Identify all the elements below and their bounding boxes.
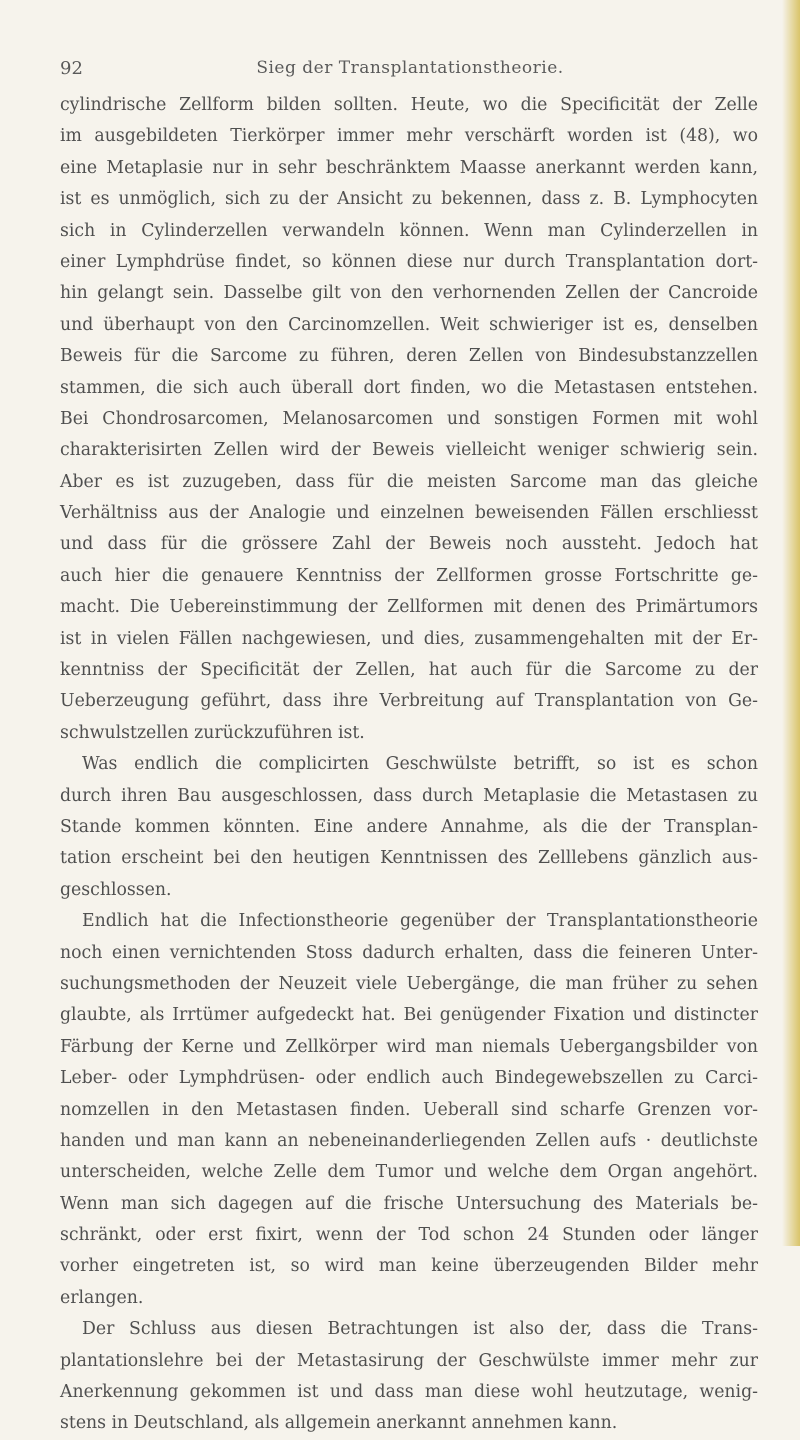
text-line: schränkt, oder erst fixirt, wenn der Tod schon 24 Stunden oder länger xyxy=(60,1225,758,1246)
text-line: ist in vielen Fällen nachgewiesen, und dies, zusammengehalten mit der Er- xyxy=(60,628,758,649)
text-line: Ueberzeugung geführt, dass ihre Verbreitung auf Transplantation von Ge- xyxy=(60,691,758,712)
text-line: und überhaupt von den Carcinomzellen. Weit schwieriger ist es, denselben xyxy=(60,314,758,335)
page-edge-discoloration xyxy=(782,0,800,1246)
text-line: Endlich hat die Infectionstheorie gegenüber der Transplantationstheorie xyxy=(82,911,758,932)
page-number: 92 xyxy=(60,58,83,79)
text-line: geschlossen. xyxy=(60,879,172,900)
text-line: auch hier die genauere Kenntniss der Zellformen grosse Fortschritte ge- xyxy=(60,565,758,586)
text-line: charakterisirten Zellen wird der Beweis vielleicht weniger schwierig sein. xyxy=(60,440,758,461)
text-line: vorher eingetreten ist, so wird man keine überzeugenden Bilder mehr xyxy=(60,1256,758,1277)
body-text xyxy=(60,90,758,1440)
text-line: plantationslehre bei der Metastasirung der Geschwülste immer mehr zur xyxy=(60,1350,758,1371)
text-line: stammen, die sich auch überall dort finden, wo die Metastasen entstehen. xyxy=(60,377,758,398)
text-line: im ausgebildeten Tierkörper immer mehr verschärft worden ist (48), wo xyxy=(60,126,758,147)
text-line: glaubte, als Irrtümer aufgedeckt hat. Bei genügender Fixation und distincter xyxy=(60,1005,758,1026)
text-line: noch einen vernichtenden Stoss dadurch erhalten, dass die feineren Unter- xyxy=(60,942,758,963)
text-line: unterscheiden, welche Zelle dem Tumor und welche dem Organ angehört. xyxy=(60,1162,758,1183)
text-line: schwulstzellen zurückzuführen ist. xyxy=(60,722,365,743)
text-line: Was endlich die complicirten Geschwülste betrifft, so ist es schon xyxy=(82,754,758,775)
text-line: Beweis für die Sarcome zu führen, deren Zellen von Bindesubstanzzellen xyxy=(60,346,758,367)
text-line: cylindrische Zellform bilden sollten. Heute, wo die Specificität der Zelle xyxy=(60,95,758,115)
text-line: Aber es ist zuzugeben, dass für die meisten Sarcome man das gleiche xyxy=(60,471,758,492)
text-line: Stande kommen könnten. Eine andere Annahme, als die der Transplan- xyxy=(60,816,758,837)
text-line: suchungsmethoden der Neuzeit viele Uebergänge, die man früher zu sehen xyxy=(60,973,758,994)
text-line: Färbung der Kerne und Zellkörper wird man niemals Uebergangsbilder von xyxy=(60,1036,758,1057)
text-line: Anerkennung gekommen ist und dass man diese wohl heutzutage, wenig- xyxy=(60,1382,758,1403)
text-line: Leber- oder Lymphdrüsen- oder endlich auch Bindegewebszellen zu Carci- xyxy=(60,1068,758,1089)
text-line: nomzellen in den Metastasen finden. Ueberall sind scharfe Grenzen vor- xyxy=(60,1099,758,1120)
text-line: sich in Cylinderzellen verwandeln können. Wenn man Cylinderzellen in xyxy=(60,220,758,241)
text-line: Bei Chondrosarcomen, Melanosarcomen und sonstigen Formen mit wohl xyxy=(60,408,758,429)
text-line: tation erscheint bei den heutigen Kenntnissen des Zelllebens gänzlich aus- xyxy=(60,848,758,869)
text-line: und dass für die grössere Zahl der Beweis noch aussteht. Jedoch hat xyxy=(60,534,758,555)
text-line: durch ihren Bau ausgeschlossen, dass durch Metaplasie die Metastasen zu xyxy=(60,785,758,806)
text-line: macht. Die Uebereinstimmung der Zellformen mit denen des Primärtumors xyxy=(60,597,758,618)
text-line: hin gelangt sein. Dasselbe gilt von den verhornenden Zellen der Cancroide xyxy=(60,283,758,304)
running-head: Sieg der Transplantationstheorie. xyxy=(256,58,564,78)
text-line: stens in Deutschland, als allgemein anerkannt annehmen kann. xyxy=(60,1413,618,1434)
page-header xyxy=(60,58,760,80)
text-line: kenntniss der Specificität der Zellen, hat auch für die Sarcome zu der xyxy=(60,660,758,681)
text-line: handen und man kann an nebeneinanderliegenden Zellen aufs · deutlichste xyxy=(60,1130,758,1151)
text-line: Der Schluss aus diesen Betrachtungen ist also der, dass die Trans- xyxy=(82,1319,758,1340)
text-line: einer Lymphdrüse findet, so können diese nur durch Transplantation dort- xyxy=(60,251,758,272)
text-line: eine Metaplasie nur in sehr beschränktem Maasse anerkannt werden kann, xyxy=(60,157,758,178)
text-line: Wenn man sich dagegen auf die frische Untersuchung des Materials be- xyxy=(60,1193,758,1214)
text-line: ist es unmöglich, sich zu der Ansicht zu bekennen, dass z. B. Lymphocyten xyxy=(60,189,758,210)
text-line: Verhältniss aus der Analogie und einzelnen beweisenden Fällen erschliesst xyxy=(60,503,758,524)
text-line: erlangen. xyxy=(60,1287,144,1308)
